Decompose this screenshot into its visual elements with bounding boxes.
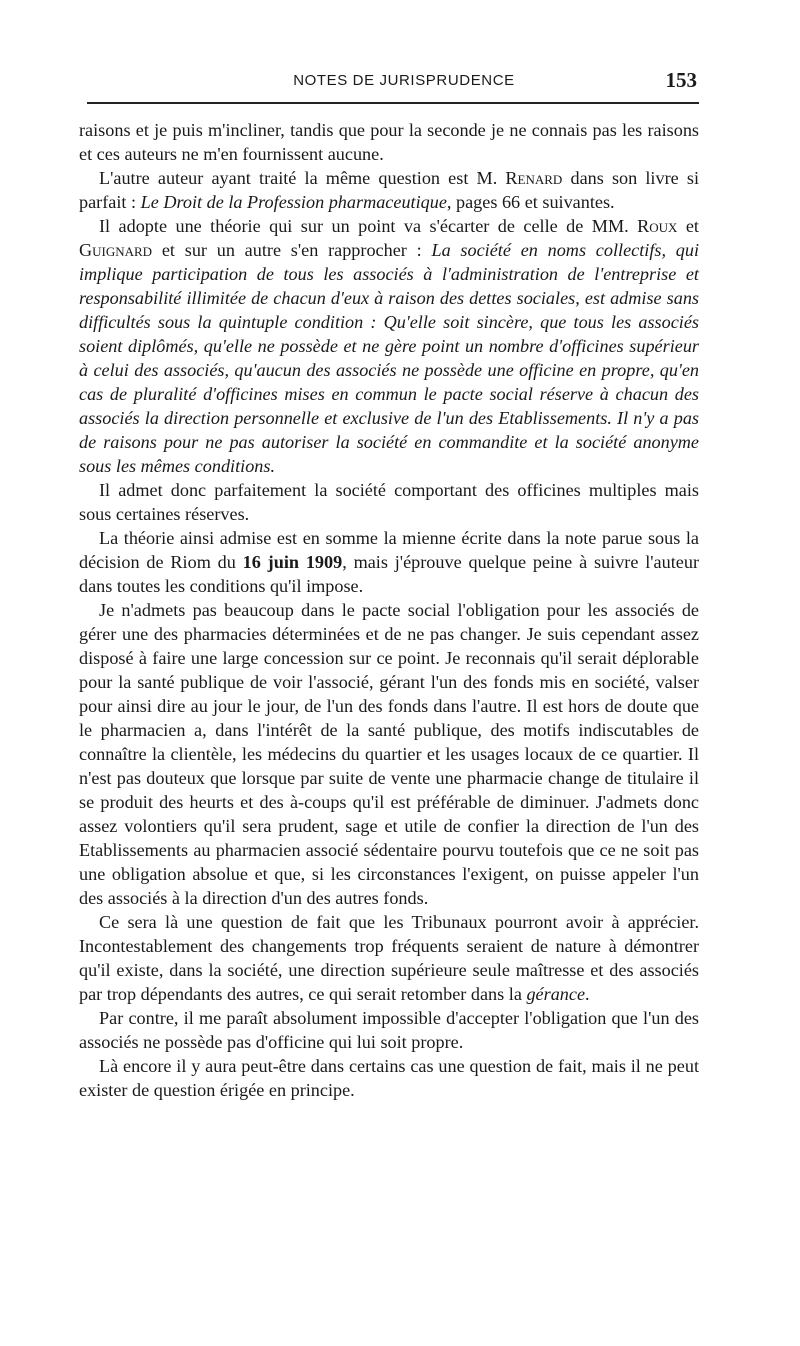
paragraph-8: Par contre, il me paraît absolument impossible d'accepter l'obligation que l'un des associés ne possède pas d'officine qui lui soit propre. (79, 1008, 699, 1052)
paragraph-4: Il admet donc parfaitement la société comportant des officines multiples mais sous certaines réserves. (79, 480, 699, 524)
header-rule (87, 102, 699, 104)
paragraph-5: La théorie ainsi admise est en somme la mienne écrite dans la note parue sous la décision de Riom du 16 juin 1909, mais j'éprouve quelque peine à suivre l'auteur dans toutes les conditions qu'il impose. (79, 528, 700, 596)
paragraph-6: Je n'admets pas beaucoup dans le pacte social l'obligation pour les associés de gérer une des pharmacies déterminées et de ne pas changer. Je suis cependant assez disposé à faire une large concession sur ce point. Je reconnais qu'il serait déplorable pour la santé publique de voir l'associé, gérant l'un des fonds mis en société, valser pour ainsi dire au jour le jour, de l'un des fonds dans l'autre. Il est hors de doute que le pharmacien a, dans l'intérêt de la santé publique, des motifs indiscutables de connaître la clientèle, les médecins du quartier et les usages locaux de ce quartier. Il n'est pas douteux que lorsque par suite de vente une pharmacie change de titulaire il se produit des heurts et des à-coups qu'il est préférable de diminuer. J'admets donc assez volontiers qu'il sera prudent, sage et utile de confier la direction de l'un des Etablissements au pharmacien associé sédentaire pourvu toutefois que ce ne soit pas une obligation absolue et que, si les circonstances l'exigent, on puisse appeler l'un des associés à la direction d'un des autres fonds. (79, 600, 699, 908)
page-header (79, 62, 699, 96)
author-name: Guignard (79, 240, 153, 260)
author-name: Roux (637, 216, 678, 236)
paragraph-3: Il adopte une théorie qui sur un point va s'écarter de celle de MM. Roux et Guignard et sur un autre s'en rapprocher : La société en noms collectifs, qui implique participation de tous les associés à l'administration de l'entreprise et responsabilité illimitée de chacun d'eux à raison des dettes sociales, est admise sans difficultés sous la quintuple condition : Qu'elle soit sincère, que tous les associés soient diplômés, qu'elle ne possède et ne gère point un nombre d'officines supérieur à celui des associés, qu'aucun des associés ne possède une officine en propre, qu'en cas de pluralité d'officines mises en commun le pacte social réserve à chacun des associés la direction personnelle et exclusive de l'un des Etablissements. Il n'y a pas de raisons pour ne pas autoriser la société en commandite et la société anonyme sous les mêmes conditions. (79, 216, 699, 476)
book-title: Le Droit de la Profession pharmaceutique (140, 192, 447, 212)
book-page (79, 62, 700, 1100)
page-number: 153 (665, 68, 697, 92)
emphasized-term: gérance (526, 984, 586, 1004)
running-head: NOTES DE JURISPRUDENCE (293, 72, 515, 89)
paragraph-1: raisons et je puis m'incliner, tandis que pour la seconde je ne connais pas les raisons et ces auteurs ne m'en fournissent aucune. (79, 120, 699, 164)
paragraph-7: Ce sera là une question de fait que les Tribunaux pourront avoir à apprécier. Incontestablement des changements trop fréquents seraient de nature à démontrer qu'il existe, dans la société, une direction supérieure seule maîtresse et des associés par trop dépendants des autres, ce qui serait retomber dans la gérance. (79, 912, 699, 1004)
decision-date: 16 juin 1909 (242, 552, 343, 572)
paragraph-9: Là encore il y aura peut-être dans certains cas une question de fait, mais il ne peut exister de question érigée en principe. (79, 1056, 699, 1100)
paragraph-2: L'autre auteur ayant traité la même question est M. Renard dans son livre si parfait : Le Droit de la Profession pharmaceutique, pages 66 et suivantes. (79, 168, 699, 212)
author-name: Renard (505, 168, 563, 188)
body-text (79, 118, 699, 1102)
quoted-passage: La société en noms collectifs, qui implique participation de tous les associés à l'administration de l'entreprise et responsabilité illimitée de chacun d'eux à raison des dettes sociales, est admise sans difficultés sous la quintuple condition : Qu'elle soit sincère, que tous les associés soient diplômés, qu'elle ne possède et ne gère point un nombre d'officines supérieur à celui des associés, qu'aucun des associés ne possède une officine en propre, qu'en cas de pluralité d'officines mises en commun le pacte social réserve à chacun des associés la direction personnelle et exclusive de l'un des Etablissements. Il n'y a pas de raisons pour ne pas autoriser la société en commandite et la société anonyme sous les mêmes conditions. (79, 240, 699, 476)
